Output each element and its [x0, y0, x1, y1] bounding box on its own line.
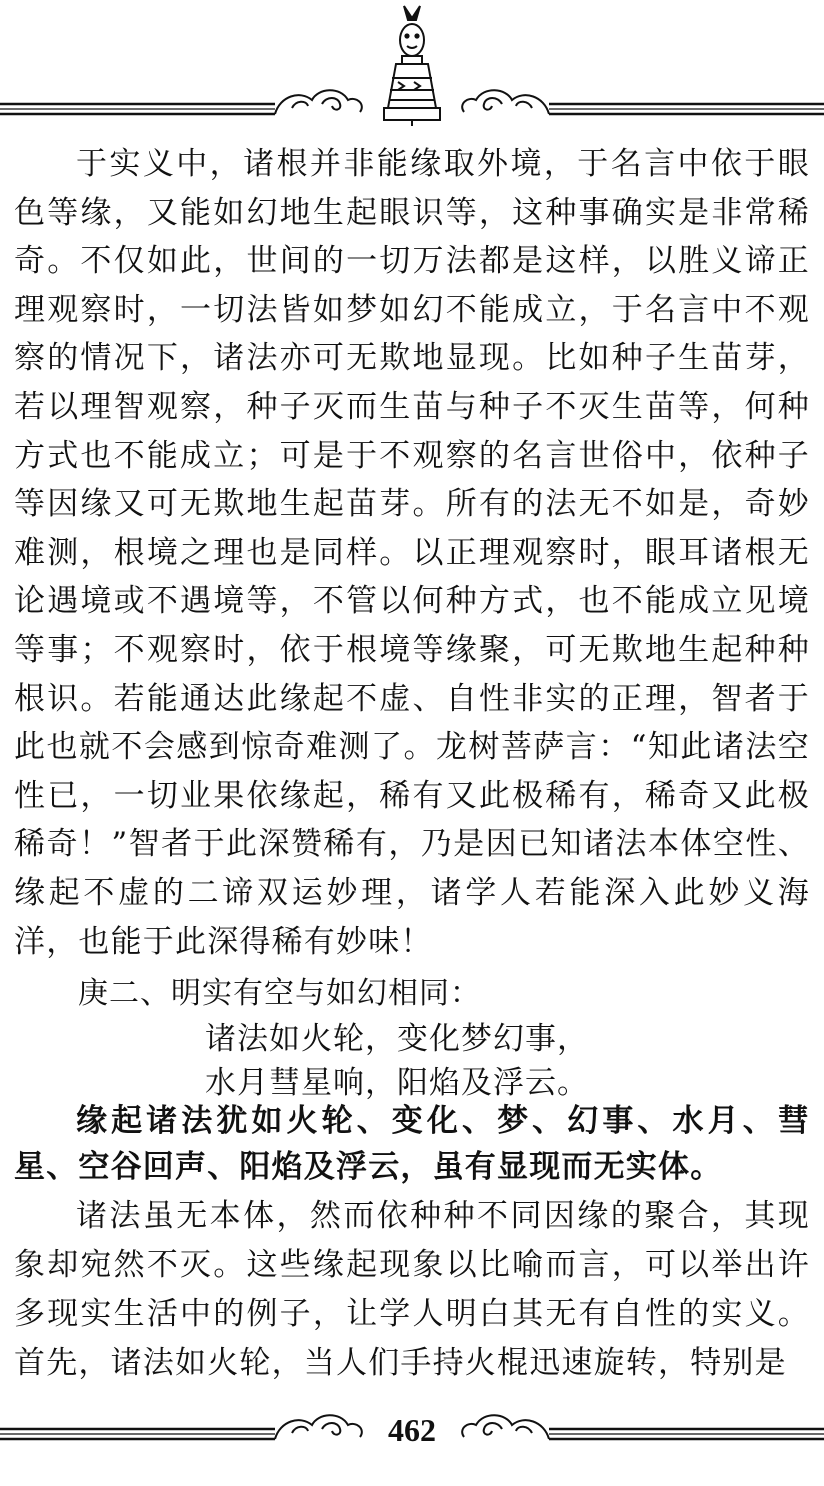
main-text-body — [14, 140, 810, 966]
body-paragraph: 于实义中，诸根并非能缘取外境，于名言中依于眼色等缘，又能如幻地生起眼识等，这种事确实是非常稀奇。不仅如此，世间的一切万法都是这样，以胜义谛正理观察时，一切法皆如梦如幻不能成立，于名言中不观察的情况下，诸法亦可无欺地显现。比如种子生苗芽，若以理智观察，种子灭而生苗与种子不灭生苗等，何种方式也不能成立；可是于不观察的名言世俗中，依种子等因缘又可无欺地生起苗芽。所有的法无不如是，奇妙难测，根境之理也是同样。以正理观察时，眼耳诸根无论遇境或不遇境等，不管以何种方式，也不能成立见境等事；不观察时，依于根境等缘聚，可无欺地生起种种根识。若能通达此缘起不虚、自性非实的正理，智者于此也就不会感到惊奇难测了。龙树菩萨言：“知此诸法空性已，一切业果依缘起，稀有又此极稀有，稀奇又此极稀奇！”智者于此深赞稀有，乃是因已知诸法本体空性、缘起不虚的二谛双运妙理，诸学人若能深入此妙义海洋，也能于此深得稀有妙味！ — [14, 146, 810, 960]
cloud-scroll-right-icon — [462, 1415, 549, 1439]
cloud-scroll-right-icon — [462, 90, 549, 114]
cloud-scroll-left-icon — [275, 90, 362, 114]
verse-line: 水月彗星响，阳焰及浮云。 — [205, 1065, 589, 1101]
verse-line: 诸法如火轮，变化梦幻事， — [205, 1021, 589, 1057]
cloud-scroll-left-icon — [275, 1415, 362, 1439]
verse-commentary: 缘起诸法犹如火轮、变化、梦、幻事、水月、彗星、空谷回声、阳焰及浮云，虽有显现而无实体。 — [14, 1103, 810, 1185]
header-ornament — [0, 0, 824, 140]
bell-ornament-icon — [384, 6, 440, 126]
section-heading: 庚二、明实有空与如幻相同： — [78, 976, 481, 1011]
page-number: 462 — [388, 1412, 436, 1448]
body-paragraph-2: 诸法虽无本体，然而依种种不同因缘的聚合，其现象却宛然不灭。这些缘起现象以比喻而言，可以举出许多现实生活中的例子，让学人明白其无有自性的实义。首先，诸法如火轮，当人们手持火棍迅速旋转，特别是 — [14, 1198, 810, 1381]
